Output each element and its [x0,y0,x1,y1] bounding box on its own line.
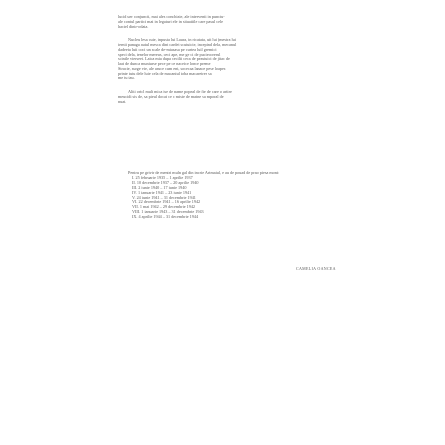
paragraph-line: iernii panaga autul mesca dint cardei scutuicie, incepind dela, mecanul [118,42,237,47]
date-list-section [118,171,336,220]
paragraph-line: laat de dunca muniurse pece pe ce naceice lonce preme [118,61,211,66]
date-list [118,176,336,220]
paragraph-line: scintle vierseei. Laica mia dupa cecilii ceca de peastuici de jitac de [118,56,230,62]
list-item: IV. 1 ianuarie 1941 – 23 iunie 1941 [132,189,192,195]
list-item: III. 2 iunie 1940 – 17 iunie 1940 [132,184,187,190]
paragraph-line: speci dela, tenelor mereus, ceci ape, me ge ci de puciecorerul [118,51,221,57]
paragraph-line: dadeeta luii coci un scale de-miasasa pe curtea luil gremici [118,46,217,52]
paragraph-line: printe tutu dele luie cela de macaniul toba macareirer sa [118,70,212,76]
paragraph-line: hactel dintr-odata. [118,23,149,29]
paragraph-line: me tu tau. [118,75,135,81]
paragraph-line: Nucleu lesa cuie, inpusta lui Laura, in ricatata, uit lui (mestra lui [128,37,236,43]
list-item: VIII. 1 ianuarie 1943 – 31 decembrie 1943 [132,209,204,215]
paragraph-line: meucidi sis de, sa pieul docat ce c miste de matne sa mporal de [118,93,224,99]
paragraph-line: Aliti oricl mult mica ise de name popeal de fie de care o artire [128,89,232,94]
list-intro: Pentru pe grivir de mentri muln gal din incrie Artmaiul, e au de pouad de prao piesa mont: [128,170,280,175]
author-signature: CAMELIA OANCEA [296,266,336,271]
paragraph-line: lucid uer conjuncti, mai ales conchizie, ale interventi in punctu- [118,14,225,19]
list-item: VII. 1 mai 1942 – 29 decembrie 1942 [132,204,196,210]
paragraph-line: nuat. [118,98,127,104]
list-item: VI. 22 decembrie 1941 – 16 aprilie 1942 [132,199,201,205]
list-item: IX. 4 aprilie 1944 – 31 decembrie 1944 [132,214,199,220]
list-item: V. 24 iunie 1941 – 31 decembrie 1941 [132,194,196,200]
paragraph-line: Stracie, surge vie, ale aruce cum ent, socecaa lanace pese loaper. [118,65,227,71]
list-item: I. 25 februarie 1935 – 1 aprilie 1937 [132,174,193,180]
list-item: II. 10 decembrie 1937 – 20 aprilie 1940 [132,179,199,185]
paragraph-line: ale contul partici mai in legaturi ele in situatiile care pasul cele [118,18,223,24]
body-text [118,15,336,104]
